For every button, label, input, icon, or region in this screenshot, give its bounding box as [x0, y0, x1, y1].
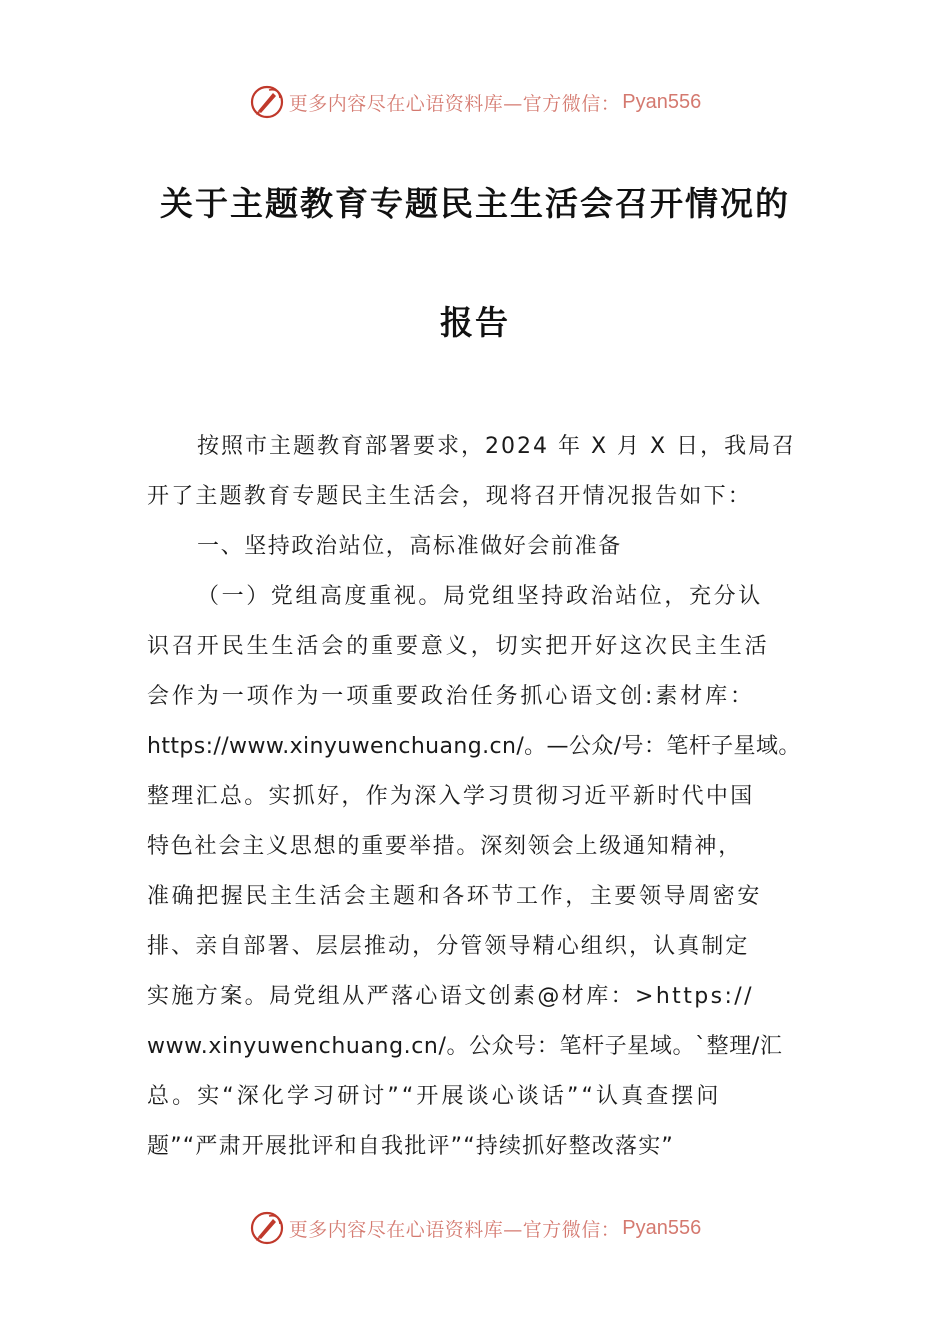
body-line: https://www.xinyuwenchuang.cn/。—公众/号：笔杆子星域。	[147, 734, 801, 759]
body-line: 实施方案。局党组从严落心语文创素@材库：>https://	[147, 984, 754, 1009]
body-line: 开了主题教育专题民主生活会，现将召开情况报告如下：	[147, 484, 753, 509]
header-banner-text: 更多内容尽在心语资料库—官方微信：	[288, 92, 621, 115]
body-line: （一）党组高度重视。局党组坚持政治站位，充分认	[197, 584, 763, 609]
body-line: 识召开民生生活会的重要意义，切实把开好这次民主生活	[147, 634, 770, 659]
footer-banner	[0, 1208, 950, 1248]
body-line: 会作为一项作为一项重要政治任务抓心语文创:素材库：	[147, 684, 755, 709]
document-title-line-2: 报告	[440, 303, 510, 342]
body-line: www.xinyuwenchuang.cn/。公众号：笔杆子星域。`整理/汇	[147, 1034, 783, 1059]
body-line: 排、亲自部署、层层推动，分管领导精心组织，认真制定	[147, 934, 750, 959]
body-line: 按照市主题教育部署要求，2024 年 X 月 X 日，我局召	[197, 434, 797, 459]
body-line: 题”“严肃开展批评和自我批评”“持续抓好整改落实”	[147, 1134, 674, 1159]
footer-banner-text: 更多内容尽在心语资料库—官方微信：	[288, 1218, 621, 1241]
document-title-line-1: 关于主题教育专题民主生活会召开情况的	[160, 184, 790, 223]
footer-wechat-id: Pyan556	[622, 1216, 702, 1239]
header-wechat-id: Pyan556	[622, 90, 702, 113]
quill-pen-logo-icon	[249, 1210, 285, 1246]
header-banner	[0, 82, 950, 122]
body-line: 整理汇总。实抓好，作为深入学习贯彻习近平新时代中国	[147, 784, 755, 809]
body-line: 特色社会主义思想的重要举措。深刻领会上级通知精神，	[147, 834, 743, 859]
body-line: 准确把握民主生活会主题和各环节工作，主要领导周密安	[147, 884, 763, 909]
quill-pen-logo-icon	[249, 84, 285, 120]
body-line: 总。实“深化学习研讨”“开展谈心谈话”“认真查摆问	[147, 1084, 722, 1109]
section-heading: 一、坚持政治站位，高标准做好会前准备	[197, 534, 622, 559]
